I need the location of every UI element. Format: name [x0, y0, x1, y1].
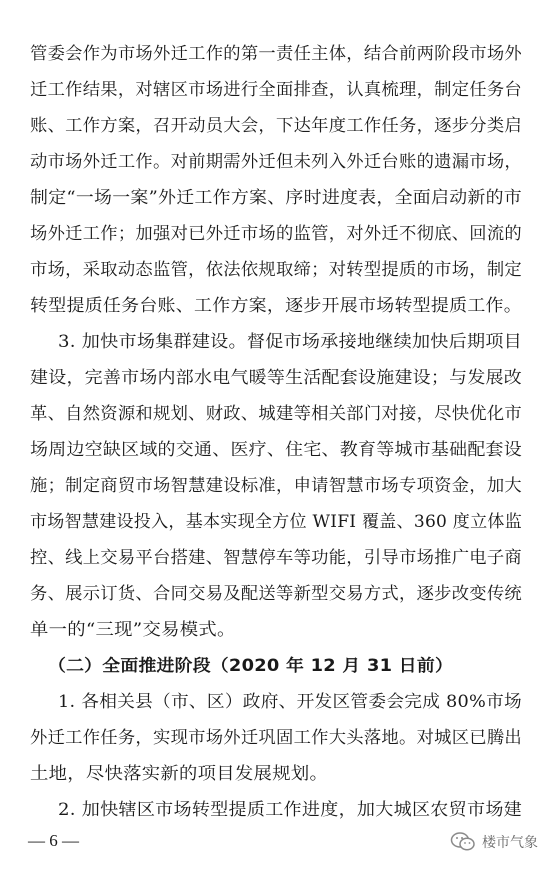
text-line: 市场智慧建设投入，基本实现全方位 WIFI 覆盖、360 度立体监 — [30, 512, 522, 532]
text-line: 外迁工作任务，实现市场外迁巩固工作大头落地。对城区已腾出 — [30, 728, 522, 748]
watermark — [450, 829, 538, 855]
text-line: 迁工作结果，对辖区市场进行全面排查，认真梳理，制定任务台 — [30, 80, 522, 100]
text-line: 管委会作为市场外迁工作的第一责任主体，结合前两阶段市场外 — [30, 44, 522, 64]
text-line: 动市场外迁工作。对前期需外迁但未列入外迁台账的遗漏市场， — [30, 152, 522, 172]
text-line: 3. 加快市场集群建设。督促市场承接地继续加快后期项目 — [58, 332, 522, 352]
text-line: 制定“一场一案”外迁工作方案、序时进度表，全面启动新的市 — [30, 188, 522, 208]
text-line: 建设，完善市场内部水电气暖等生活配套设施建设；与发展改 — [30, 368, 522, 388]
wechat-logo-icon — [450, 831, 476, 853]
text-line: 革、自然资源和规划、财政、城建等相关部门对接，尽快优化市 — [30, 404, 522, 424]
section-heading: （二）全面推进阶段（2020 年 12 月 31 日前） — [48, 656, 454, 675]
text-line: 账、工作方案，召开动员大会，下达年度工作任务，逐步分类启 — [30, 116, 522, 136]
text-line: 单一的“三现”交易模式。 — [30, 620, 236, 640]
text-line: 控、线上交易平台搭建、智慧停车等功能，引导市场推广电子商 — [30, 548, 522, 568]
text-line: 场周边空缺区域的交通、医疗、住宅、教育等城市基础配套设 — [30, 440, 522, 460]
text-line: 1. 各相关县（市、区）政府、开发区管委会完成 80%市场 — [58, 692, 522, 712]
page-number: — 6 — — [28, 831, 79, 850]
text-line: 施；制定商贸市场智慧建设标准，申请智慧市场专项资金，加大 — [30, 476, 522, 496]
text-line: 市场，采取动态监管，依法依规取缔；对转型提质的市场，制定 — [30, 260, 522, 280]
text-line: 转型提质任务台账、工作方案，逐步开展市场转型提质工作。 — [30, 296, 522, 316]
text-line: 2. 加快辖区市场转型提质工作进度，加大城区农贸市场建 — [58, 800, 522, 820]
text-line: 务、展示订货、合同交易及配送等新型交易方式，逐步改变传统 — [30, 584, 522, 604]
text-line: 土地，尽快落实新的项目发展规划。 — [30, 764, 329, 784]
watermark-text: 楼市气象 — [482, 835, 538, 851]
text-line: 场外迁工作；加强对已外迁市场的监管，对外迁不彻底、回流的 — [30, 224, 522, 244]
